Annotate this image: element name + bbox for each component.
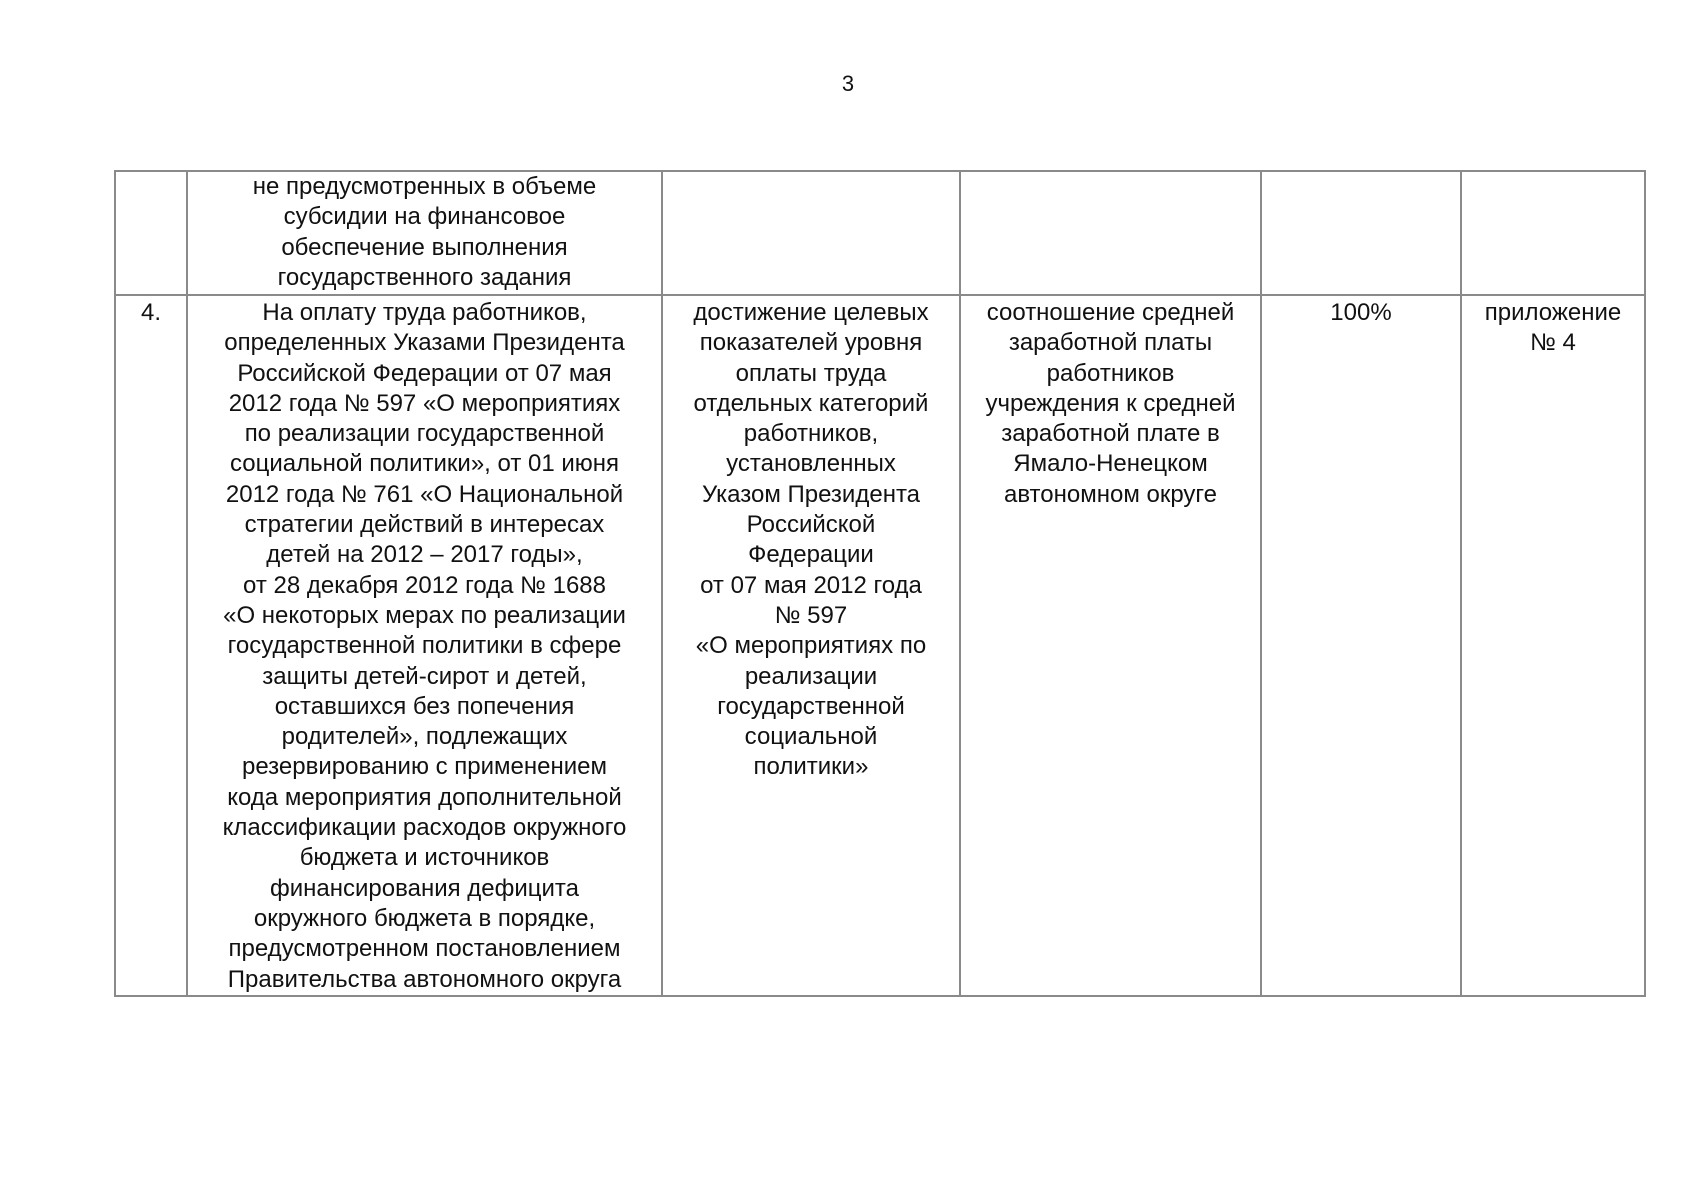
cell-appendix — [1461, 171, 1645, 295]
cell-indicator: соотношение средней заработной платы работников учреждения к средней заработной плате в Ямало-Ненецком автономном округе — [960, 295, 1261, 996]
table-row — [115, 171, 1645, 295]
cell-goal: достижение целевых показателей уровня оплаты труда отдельных категорий работников, установленных Указом Президента Российской Федерации от 07 мая 2012 года № 597 «О мероприятиях по реализации государственной социальной политики» — [662, 295, 960, 996]
cell-value — [1261, 171, 1461, 295]
cell-number — [115, 171, 187, 295]
cell-indicator — [960, 171, 1261, 295]
cell-goal — [662, 171, 960, 295]
cell-description: не предусмотренных в объеме субсидии на финансовое обеспечение выполнения государственного задания — [187, 171, 662, 295]
cell-value: 100% — [1261, 295, 1461, 996]
document-table — [114, 170, 1646, 997]
table-row — [115, 295, 1645, 996]
page-number: 3 — [841, 71, 855, 96]
cell-description: На оплату труда работников, определенных Указами Президента Российской Федерации от 07 мая 2012 года № 597 «О мероприятиях по реализации государственной социальной политики», от 01 июня 2012 года № 761 «О Национальной стратегии действий в интересах детей на 2012 – 2017 годы», от 28 декабря 2012 года № 1688 «О некоторых мерах по реализации государственной политики в сфере защиты детей-сирот и детей, оставшихся без попечения родителей», подлежащих резервированию с применением кода мероприятия дополнительной классификации расходов окружного бюджета и источников финансирования дефицита окружного бюджета в порядке, предусмотренном постановлением Правительства автономного округа — [187, 295, 662, 996]
cell-appendix: приложение № 4 — [1461, 295, 1645, 996]
cell-number: 4. — [115, 295, 187, 996]
